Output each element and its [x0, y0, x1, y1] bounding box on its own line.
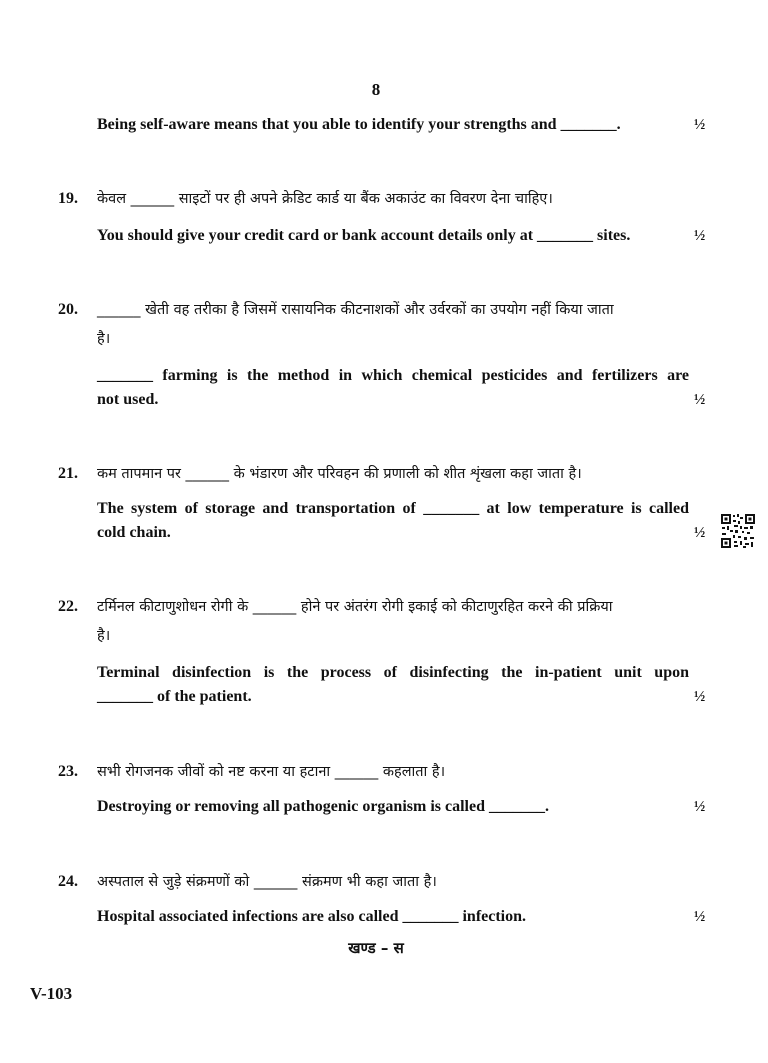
question-mark: ½ [694, 689, 706, 705]
question-english: The system of storage and transportation of _______ at low temperature is called [97, 500, 689, 517]
qr-code-icon [720, 513, 756, 549]
section-heading: खण्ड – स [348, 939, 404, 957]
question-mark: ½ [694, 799, 706, 815]
question-english: You should give your credit card or bank account details only at _______ sites. [97, 227, 631, 244]
question-hindi: टर्मिनल कीटाणुशोधन रोगी के ______ होने पर अंतरंग रोगी इकाई को कीटाणुरहित करने की प्रक्रिया [97, 599, 613, 615]
question-hindi: है। [97, 628, 111, 644]
question-mark: ½ [694, 228, 706, 244]
question-number: 22. [58, 598, 78, 615]
question-english: _______ farming is the method in which chemical pesticides and fertilizers are [97, 367, 689, 384]
question-mark: ½ [694, 392, 706, 408]
question-english: cold chain. [97, 524, 171, 541]
question-mark: ½ [694, 909, 706, 925]
question-hindi: अस्पताल से जुड़े संक्रमणों को ______ संक्रमण भी कहा जाता है। [97, 874, 437, 890]
question-english: Hospital associated infections are also called _______ infection. [97, 908, 527, 925]
page-number: 8 [371, 80, 381, 99]
intro-line: Being self-aware means that you able to identify your strengths and _______. [97, 116, 621, 133]
question-english: Destroying or removing all pathogenic organism is called _______. [97, 798, 549, 815]
question-number: 20. [58, 301, 78, 318]
question-number: 19. [58, 190, 78, 207]
question-english: _______ of the patient. [97, 688, 252, 705]
intro-mark: ½ [694, 117, 706, 133]
question-number: 21. [58, 465, 78, 482]
question-hindi: है। [97, 331, 111, 347]
question-english: Terminal disinfection is the process of disinfecting the in-patient unit upon [97, 664, 689, 681]
question-hindi: केवल ______ साइटों पर ही अपने क्रेडिट कार्ड या बैंक अकाउंट का विवरण देना चाहिए। [97, 191, 553, 207]
question-mark: ½ [694, 525, 706, 541]
question-number: 24. [58, 873, 78, 890]
question-hindi: सभी रोगजनक जीवों को नष्ट करना या हटाना ______ कहलाता है। [97, 764, 446, 780]
question-english: not used. [97, 391, 159, 408]
paper-code: V-103 [30, 984, 73, 1003]
question-hindi: कम तापमान पर ______ के भंडारण और परिवहन की प्रणाली को शीत शृंखला कहा जाता है। [97, 466, 582, 482]
question-hindi: ______ खेती वह तरीका है जिसमें रासायनिक कीटनाशकों और उर्वरकों का उपयोग नहीं किया जाता [97, 302, 614, 318]
question-number: 23. [58, 763, 78, 780]
